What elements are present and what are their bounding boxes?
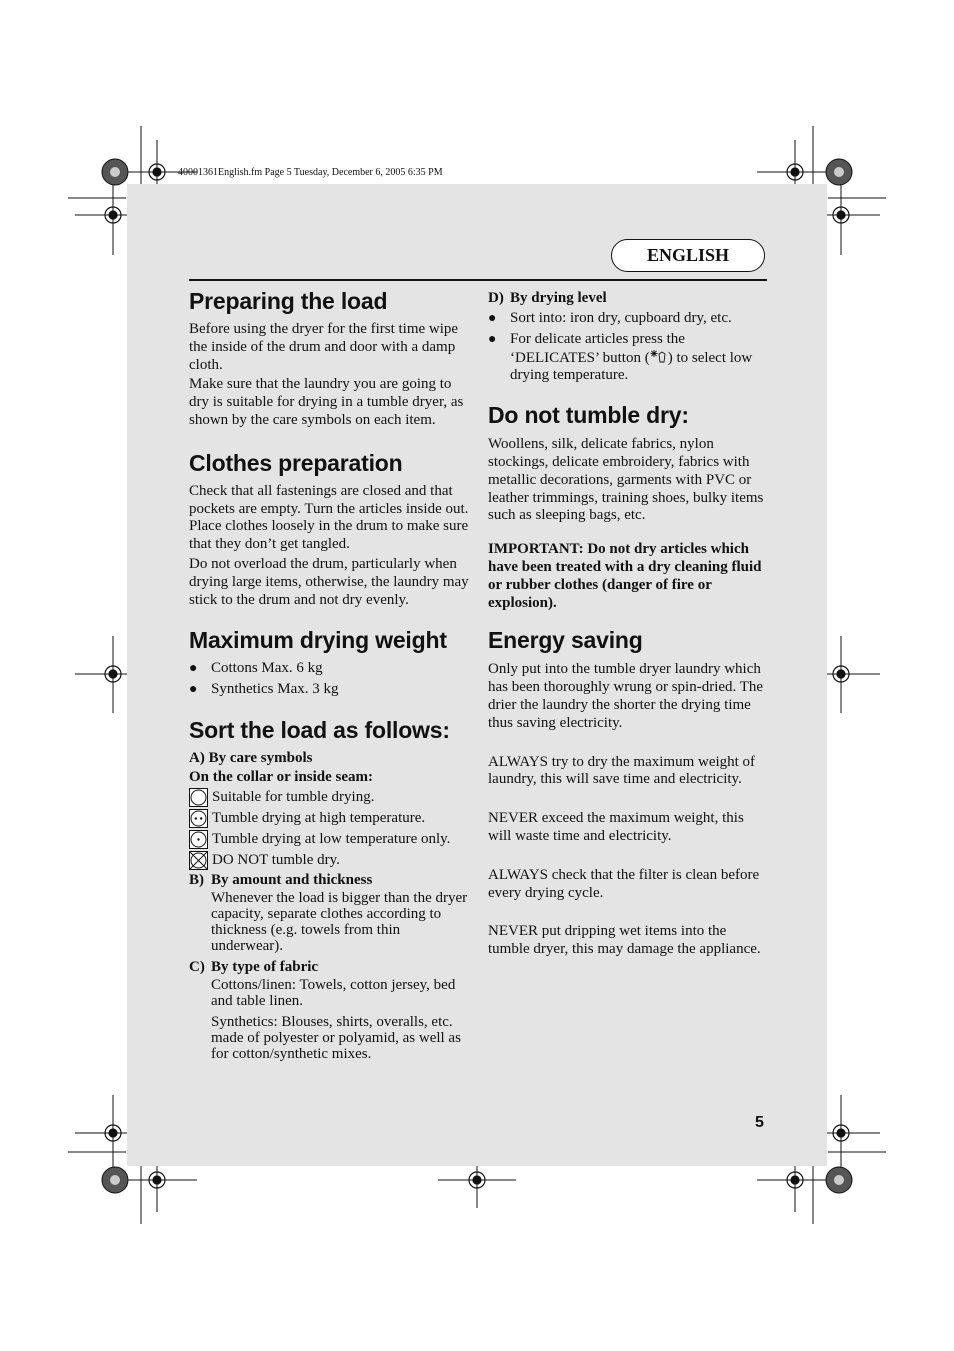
delicates-icon bbox=[650, 349, 668, 363]
right-column bbox=[488, 286, 768, 959]
bullet-icon: ● bbox=[189, 661, 198, 677]
paragraph: Check that all fastenings are closed and that pockets are empty. Turn the articles inside out. Place clothes loosely in the drum to make sure that they don’t get tangled. bbox=[189, 482, 469, 553]
tumble-dry-high-icon bbox=[189, 809, 208, 828]
paragraph: Before using the dryer for the first time wipe the inside of the drum and door with a damp cloth. bbox=[189, 321, 459, 373]
bullet-icon: ● bbox=[189, 682, 198, 698]
paragraph: ALWAYS check that the filter is clean before every drying cycle. bbox=[488, 866, 760, 901]
header-rule bbox=[189, 279, 767, 281]
sort-b-label: B) By amount and thickness bbox=[189, 871, 373, 888]
list-item: ● For delicate articles press the ‘DELICATES’ button ( ) to select low drying temperature. bbox=[488, 330, 753, 384]
symbol-row: Tumble drying at high temperature. bbox=[189, 808, 469, 829]
section-title-sort: Sort the load as follows: bbox=[189, 716, 450, 743]
list-item: ● Cottons Max. 6 kg bbox=[189, 660, 323, 677]
paragraph: Do not overload the drum, particularly when drying large items, otherwise, the laundry may stick to the drum and not dry evenly. bbox=[189, 555, 469, 608]
weight-list bbox=[189, 660, 469, 699]
section-title-no-tumble: Do not tumble dry: bbox=[488, 402, 689, 429]
sort-d-label: D) By drying level bbox=[488, 290, 607, 306]
important-warning: IMPORTANT: Do not dry articles which have been treated with a dry cleaning fluid or rubber clothes (danger of fire or explosion). bbox=[488, 541, 762, 611]
sort-c-body bbox=[189, 977, 469, 1062]
list-item: ● Sort into: iron dry, cupboard dry, etc. bbox=[488, 310, 732, 326]
paragraph: Cottons/linen: Towels, cotton jersey, bed and table linen. bbox=[211, 976, 456, 1009]
do-not-tumble-dry-icon bbox=[189, 851, 208, 870]
bullet-icon: ● bbox=[488, 311, 497, 326]
paragraph: Synthetics: Blouses, shirts, overalls, etc. made of polyester or polyamid, as well as for cotton/synthetic mixes. bbox=[211, 1013, 461, 1062]
symbol-row: Suitable for tumble drying. bbox=[189, 787, 469, 808]
tumble-dry-icon bbox=[189, 788, 208, 807]
paragraph: ALWAYS try to dry the maximum weight of laundry, this will save time and electricity. bbox=[488, 753, 756, 788]
paragraph: Whenever the load is bigger than the dryer capacity, separate clothes according to thickness (e.g. towels from thin underwear). bbox=[211, 889, 468, 954]
sort-collar-label: On the collar or inside seam: bbox=[189, 768, 374, 785]
language-badge: ENGLISH bbox=[611, 239, 765, 272]
paragraph: Make sure that the laundry you are going to dry is suitable for drying in a tumble dryer, as shown by the care symbols on each item. bbox=[189, 376, 464, 428]
bullet-icon: ● bbox=[488, 331, 497, 347]
tumble-dry-low-icon bbox=[189, 830, 208, 849]
symbol-row: DO NOT tumble dry. bbox=[189, 850, 469, 871]
file-slug: 40001361English.fm Page 5 Tuesday, December 6, 2005 6:35 PM bbox=[178, 167, 443, 178]
left-column bbox=[189, 286, 469, 1062]
paragraph: NEVER exceed the maximum weight, this will waste time and electricity. bbox=[488, 810, 744, 844]
list-item: ● Synthetics Max. 3 kg bbox=[189, 681, 339, 698]
paragraph: Only put into the tumble dryer laundry which has been thoroughly wrung or spin-dried. The drier the laundry the shorter the drying time thus saving electricity. bbox=[488, 661, 764, 731]
sort-b-body bbox=[189, 890, 469, 954]
paragraph: NEVER put dripping wet items into the tumble dryer, this may damage the appliance. bbox=[488, 923, 761, 958]
section-title-clothes: Clothes preparation bbox=[189, 449, 403, 476]
sort-c-label: C) By type of fabric bbox=[189, 958, 319, 975]
page-number: 5 bbox=[755, 1114, 764, 1131]
sort-a-label: A) By care symbols bbox=[189, 749, 313, 766]
paragraph: Woollens, silk, delicate fabrics, nylon stockings, delicate embroidery, fabrics with metallic decorations, garments with PVC or leather trimmings, training shoes, bulky items such as sleeping bags, etc. bbox=[488, 436, 764, 524]
section-title-preparing: Preparing the load bbox=[189, 288, 388, 314]
symbol-row: Tumble drying at low temperature only. bbox=[189, 829, 469, 850]
section-title-weight: Maximum drying weight bbox=[189, 627, 447, 654]
section-title-energy: Energy saving bbox=[488, 627, 643, 654]
